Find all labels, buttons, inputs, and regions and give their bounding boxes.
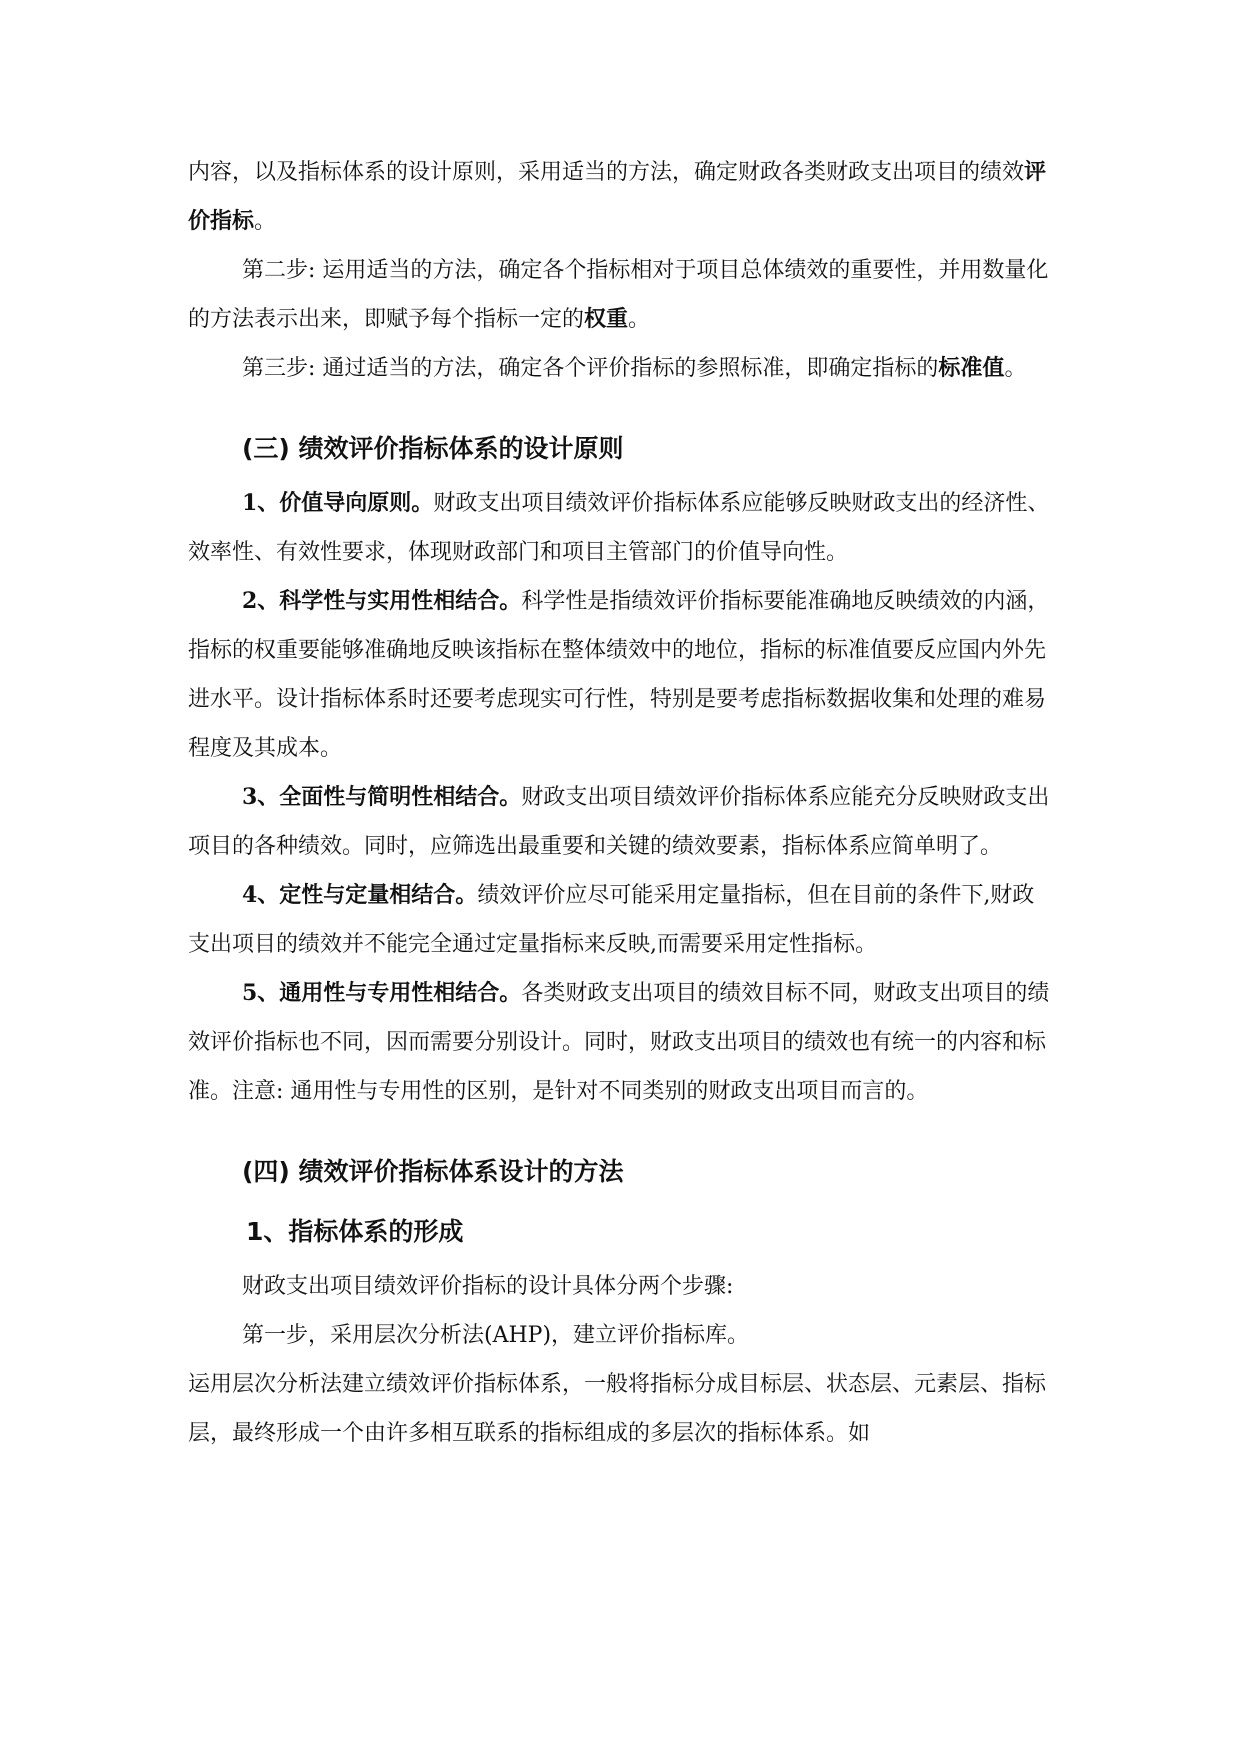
paragraph-step-three: 第三步: 通过适当的方法，确定各个评价指标的参照标准，即确定指标的标准值。 (242, 355, 1027, 381)
paragraph-step-two: 第二步: 运用适当的方法，确定各个指标相对于项目总体绩效的重要性，并用数量化的方法表示出来，即赋予每个指标一定的权重。 (188, 258, 1049, 332)
principle-text: 绩效评价应尽可能采用定量指标，但在目前的条件下,财政支出项目的绩效并不能完全通过定量指标来反映,而需要采用定性指标。 (188, 883, 1035, 957)
principle-text: 科学性是指绩效评价指标要能准确地反映绩效的内涵，指标的权重要能够准确地反映该指标在整体绩效中的地位，指标的标准值要反应国内外先进水平。设计指标体系时还要考虑现实可行性，特别是要考虑指标数据收集和处理的难易程度及其成本。 (188, 589, 1050, 761)
bold-term: 标准值 (938, 355, 1005, 381)
principle-title: 5、通用性与专用性相结合。 (242, 980, 522, 1006)
section-heading-design-methods: (四) 绩效评价指标体系设计的方法 (242, 1157, 624, 1186)
principle-title: 1、价值导向原则。 (242, 490, 434, 516)
principle-paragraph (188, 577, 1054, 773)
principle-title: 3、全面性与简明性相结合。 (242, 784, 522, 810)
spacer (188, 393, 1054, 419)
principle-paragraph (188, 773, 1054, 871)
principle-title: 4、定性与定量相结合。 (242, 882, 478, 908)
subsection-heading-index-formation: 1、指标体系的形成 (246, 1217, 464, 1246)
principle-text: 各类财政支出项目的绩效目标不同，财政支出项目的绩效评价指标也不同，因而需要分别设计。同时，财政支出项目的绩效也有统一的内容和标准。注意: 通用性与专用性的区别，是针对不同类别的财政支出项目而言的。 (188, 981, 1050, 1104)
paragraph-two-steps: 财政支出项目绩效评价指标的设计具体分两个步骤: (242, 1274, 734, 1299)
bold-term: 权重 (584, 306, 629, 332)
bold-term: 评价指标 (188, 159, 1047, 234)
paragraph-first-step: 第一步，采用层次分析法(AHP)，建立评价指标库。 (242, 1323, 750, 1348)
principle-title: 2、科学性与实用性相结合。 (242, 588, 522, 614)
principle-paragraph (188, 479, 1054, 577)
spacer (188, 1116, 1054, 1142)
section-heading-design-principles: (三) 绩效评价指标体系的设计原则 (242, 434, 624, 463)
page-content (188, 148, 1054, 1458)
paragraph-content-intro: 内容，以及指标体系的设计原则，采用适当的方法，确定财政各类财政支出项目的绩效评价指标。 (188, 159, 1047, 234)
principle-text: 财政支出项目绩效评价指标体系应能充分反映财政支出项目的各种绩效。同时，应筛选出最重要和关键的绩效要素，指标体系应简单明了。 (188, 785, 1050, 859)
principle-paragraph (188, 871, 1054, 969)
principle-text: 财政支出项目绩效评价指标体系应能够反映财政支出的经济性、效率性、有效性要求，体现财政部门和项目主管部门的价值导向性。 (188, 491, 1050, 565)
principle-paragraph (188, 969, 1054, 1116)
paragraph-ahp: 运用层次分析法建立绩效评价指标体系，一般将指标分成目标层、状态层、元素层、指标层，最终形成一个由许多相互联系的指标组成的多层次的指标体系。如 (188, 1372, 1047, 1446)
